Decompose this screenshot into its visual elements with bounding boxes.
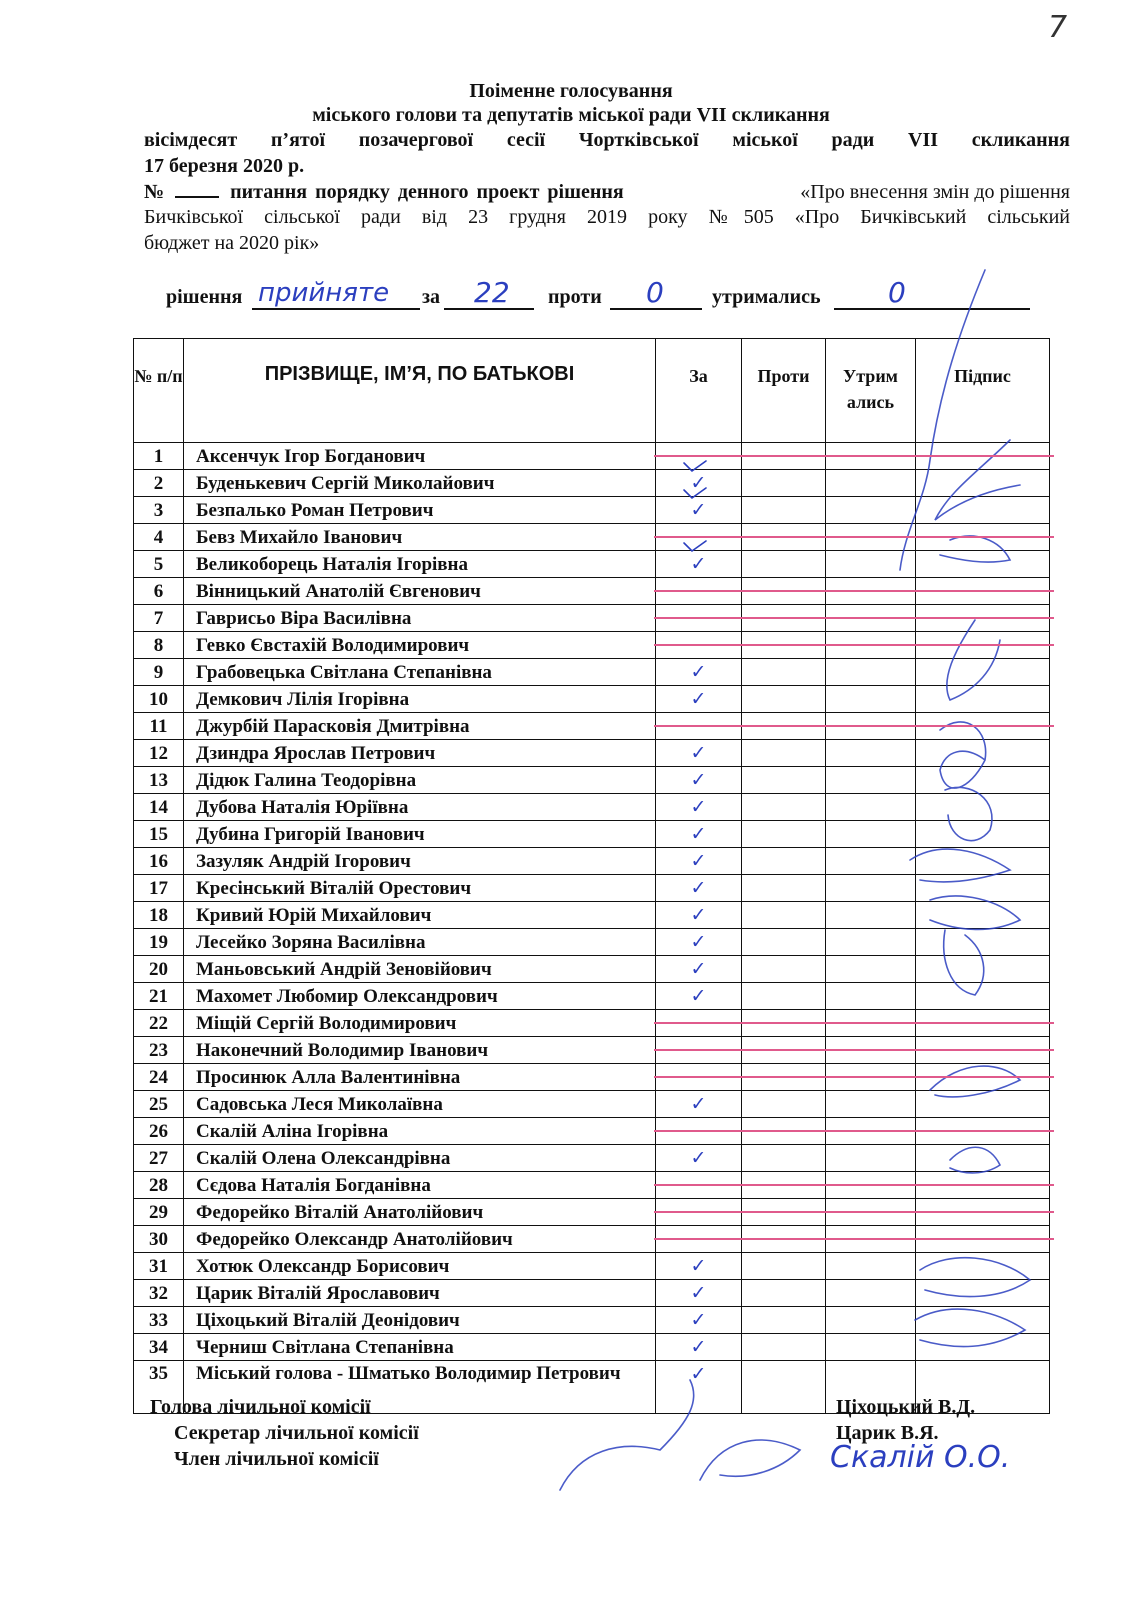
row-name: Хотюк Олександр Борисович — [184, 1253, 656, 1280]
row-signature — [916, 1307, 1050, 1334]
row-number: 3 — [134, 497, 184, 524]
row-name: Великоборець Наталія Ігорівна — [184, 551, 656, 578]
row-vote-against — [742, 659, 826, 686]
document-subtitle: міського голови та депутатів міської ради VII скликання — [312, 104, 830, 126]
row-number: 16 — [134, 848, 184, 875]
row-vote-against — [742, 578, 826, 605]
row-vote-against — [742, 1253, 826, 1280]
row-vote-abstain — [826, 983, 916, 1010]
agenda-number-blank — [175, 182, 219, 198]
row-vote-against — [742, 821, 826, 848]
table-row — [134, 686, 1050, 713]
row-vote-against — [742, 902, 826, 929]
table-row — [134, 1199, 1050, 1226]
row-name: Безпалько Роман Петрович — [184, 497, 656, 524]
row-vote-for: ✓ — [656, 1334, 742, 1361]
table-row — [134, 821, 1050, 848]
row-name: Гаврисьо Віра Василівна — [184, 605, 656, 632]
row-vote-abstain — [826, 1064, 916, 1091]
votes-table — [133, 338, 1050, 1414]
row-signature — [916, 497, 1050, 524]
row-vote-abstain — [826, 767, 916, 794]
page-number-text: 7 — [1048, 10, 1068, 45]
table-row — [134, 875, 1050, 902]
row-vote-abstain — [826, 848, 916, 875]
row-vote-against — [742, 551, 826, 578]
table-row — [134, 1253, 1050, 1280]
agenda-line-3: бюджет на 2020 рік» — [144, 232, 320, 254]
row-vote-against — [742, 1118, 826, 1145]
against-count-value: 0 — [646, 276, 664, 309]
row-number: 30 — [134, 1226, 184, 1253]
row-signature — [916, 821, 1050, 848]
row-vote-for — [656, 1226, 742, 1253]
row-vote-for: ✓ — [656, 1145, 742, 1172]
row-signature — [916, 1172, 1050, 1199]
table-row — [134, 956, 1050, 983]
row-signature — [916, 686, 1050, 713]
row-vote-against — [742, 713, 826, 740]
agenda-number-prefix: № — [144, 181, 165, 203]
row-number: 1 — [134, 443, 184, 470]
decision-result-value: прийняте — [258, 278, 390, 308]
row-name: Скалій Аліна Ігорівна — [184, 1118, 656, 1145]
row-signature — [916, 659, 1050, 686]
row-signature — [916, 740, 1050, 767]
row-vote-for — [656, 713, 742, 740]
row-signature — [916, 929, 1050, 956]
row-vote-against — [742, 956, 826, 983]
row-vote-abstain — [826, 821, 916, 848]
table-row — [134, 443, 1050, 470]
row-name: Кресінський Віталій Орестович — [184, 875, 656, 902]
row-vote-abstain — [826, 956, 916, 983]
row-number: 29 — [134, 1199, 184, 1226]
row-vote-abstain — [826, 443, 916, 470]
row-number: 6 — [134, 578, 184, 605]
table-row — [134, 1145, 1050, 1172]
table-row — [134, 659, 1050, 686]
page-number — [1048, 10, 1088, 50]
table-row — [134, 1118, 1050, 1145]
header-for — [656, 339, 742, 443]
abstain-label: утримались — [712, 286, 821, 308]
table-row — [134, 551, 1050, 578]
row-name: Махомет Любомир Олександрович — [184, 983, 656, 1010]
row-vote-against — [742, 1064, 826, 1091]
row-number: 5 — [134, 551, 184, 578]
row-vote-for — [656, 632, 742, 659]
chair-label: Голова лічильної комісії — [150, 1396, 371, 1418]
row-vote-against — [742, 470, 826, 497]
for-label: за — [422, 286, 441, 308]
row-vote-against — [742, 605, 826, 632]
row-vote-abstain — [826, 686, 916, 713]
row-vote-for: ✓ — [656, 956, 742, 983]
signature-mark — [700, 1440, 800, 1480]
table-row — [134, 1307, 1050, 1334]
row-name: Лесейко Зоряна Василівна — [184, 929, 656, 956]
row-name: Міський голова - Шматько Володимир Петрович — [184, 1361, 656, 1414]
row-signature — [916, 794, 1050, 821]
row-vote-for — [656, 578, 742, 605]
row-signature — [916, 767, 1050, 794]
row-vote-against — [742, 1010, 826, 1037]
row-vote-for — [656, 443, 742, 470]
row-signature — [916, 524, 1050, 551]
row-vote-for: ✓ — [656, 497, 742, 524]
session-date: 17 березня 2020 р. — [144, 155, 305, 177]
row-vote-against — [742, 1199, 826, 1226]
row-vote-against — [742, 524, 826, 551]
row-name: Дубина Григорій Іванович — [184, 821, 656, 848]
row-signature — [916, 1064, 1050, 1091]
table-row — [134, 794, 1050, 821]
abstain-count-field — [834, 276, 1030, 310]
row-vote-against — [742, 1280, 826, 1307]
row-vote-abstain — [826, 1118, 916, 1145]
row-vote-for: ✓ — [656, 1307, 742, 1334]
row-name: Скалій Олена Олександрівна — [184, 1145, 656, 1172]
row-vote-abstain — [826, 1010, 916, 1037]
row-vote-for: ✓ — [656, 686, 742, 713]
row-number: 31 — [134, 1253, 184, 1280]
row-name: Міщій Сергій Володимирович — [184, 1010, 656, 1037]
decision-result-field — [252, 278, 420, 310]
table-row — [134, 524, 1050, 551]
row-vote-against — [742, 1361, 826, 1414]
for-count-value: 22 — [474, 276, 510, 309]
row-vote-abstain — [826, 578, 916, 605]
row-vote-for: ✓ — [656, 659, 742, 686]
row-signature — [916, 1226, 1050, 1253]
agenda-line-1 — [144, 181, 1070, 207]
row-vote-for: ✓ — [656, 1361, 742, 1414]
row-vote-against — [742, 875, 826, 902]
row-vote-abstain — [826, 713, 916, 740]
row-name: Федорейко Віталій Анатолійович — [184, 1199, 656, 1226]
row-number: 22 — [134, 1010, 184, 1037]
secretary-name: Царик В.Я. — [836, 1422, 939, 1444]
row-vote-for: ✓ — [656, 470, 742, 497]
header-name-text: ПРІЗВИЩЕ, ІМ’Я, ПО БАТЬКОВІ — [264, 363, 575, 385]
row-vote-abstain — [826, 1199, 916, 1226]
row-vote-for: ✓ — [656, 902, 742, 929]
member-handwritten-name: Скалій О.О. — [830, 1440, 1011, 1475]
row-vote-against — [742, 929, 826, 956]
row-vote-for: ✓ — [656, 848, 742, 875]
row-signature — [916, 956, 1050, 983]
header-name — [184, 339, 656, 443]
row-vote-against — [742, 686, 826, 713]
row-signature — [916, 902, 1050, 929]
header-abstain — [826, 339, 916, 443]
row-vote-abstain — [826, 1226, 916, 1253]
row-vote-abstain — [826, 1172, 916, 1199]
row-name: Бевз Михайло Іванович — [184, 524, 656, 551]
row-number: 33 — [134, 1307, 184, 1334]
row-name: Черниш Світлана Степанівна — [184, 1334, 656, 1361]
row-vote-for: ✓ — [656, 929, 742, 956]
header-num — [134, 339, 184, 443]
row-vote-abstain — [826, 929, 916, 956]
table-row — [134, 1172, 1050, 1199]
row-signature — [916, 875, 1050, 902]
row-vote-abstain — [826, 524, 916, 551]
row-signature — [916, 713, 1050, 740]
row-vote-for — [656, 1037, 742, 1064]
table-row — [134, 848, 1050, 875]
row-vote-against — [742, 1091, 826, 1118]
row-name: Демкович Лілія Ігорівна — [184, 686, 656, 713]
row-vote-for: ✓ — [656, 983, 742, 1010]
row-number: 17 — [134, 875, 184, 902]
row-vote-against — [742, 848, 826, 875]
row-vote-for — [656, 1172, 742, 1199]
agenda-bold-text: питання порядку денного проект рішення — [230, 181, 624, 203]
row-name: Буденькевич Сергій Миколайович — [184, 470, 656, 497]
against-label: проти — [548, 286, 602, 308]
row-vote-abstain — [826, 740, 916, 767]
row-name: Дубова Наталія Юріївна — [184, 794, 656, 821]
row-vote-abstain — [826, 1280, 916, 1307]
row-vote-for — [656, 1199, 742, 1226]
row-number: 12 — [134, 740, 184, 767]
table-row — [134, 713, 1050, 740]
row-vote-against — [742, 632, 826, 659]
row-vote-abstain — [826, 902, 916, 929]
row-vote-for — [656, 605, 742, 632]
row-number: 34 — [134, 1334, 184, 1361]
member-label: Член лічильної комісії — [174, 1448, 379, 1470]
row-vote-for: ✓ — [656, 875, 742, 902]
row-vote-abstain — [826, 470, 916, 497]
row-name: Джурбій Парасковія Дмитрівна — [184, 713, 656, 740]
row-vote-abstain — [826, 1253, 916, 1280]
against-count-field — [610, 276, 702, 310]
row-signature — [916, 1253, 1050, 1280]
header-against-text: Проти — [757, 366, 810, 386]
header-for-text: За — [689, 366, 708, 386]
row-vote-for: ✓ — [656, 1091, 742, 1118]
row-name: Царик Віталій Ярославович — [184, 1280, 656, 1307]
row-number: 26 — [134, 1118, 184, 1145]
row-name: Сєдова Наталія Богданівна — [184, 1172, 656, 1199]
table-row — [134, 902, 1050, 929]
row-vote-against — [742, 1145, 826, 1172]
header-num-text: № п/п — [134, 366, 183, 386]
row-signature — [916, 848, 1050, 875]
row-vote-abstain — [826, 1334, 916, 1361]
header-signature — [916, 339, 1050, 443]
table-row — [134, 1091, 1050, 1118]
row-name: Маньовський Андрій Зеновійович — [184, 956, 656, 983]
row-vote-abstain — [826, 1307, 916, 1334]
table-row — [134, 632, 1050, 659]
row-name: Просинюк Алла Валентинівна — [184, 1064, 656, 1091]
row-name: Ціхоцький Віталій Деонідович — [184, 1307, 656, 1334]
table-row — [134, 983, 1050, 1010]
row-vote-for: ✓ — [656, 551, 742, 578]
header-signature-text: Підпис — [954, 366, 1011, 386]
row-name: Федорейко Олександр Анатолійович — [184, 1226, 656, 1253]
row-vote-against — [742, 1172, 826, 1199]
document-title: Поіменне голосування — [469, 80, 673, 102]
row-vote-abstain — [826, 794, 916, 821]
row-signature — [916, 470, 1050, 497]
table-row — [134, 1010, 1050, 1037]
decision-label: рішення — [166, 286, 243, 308]
row-vote-against — [742, 767, 826, 794]
row-signature — [916, 1010, 1050, 1037]
row-vote-for: ✓ — [656, 794, 742, 821]
row-vote-against — [742, 443, 826, 470]
row-number: 23 — [134, 1037, 184, 1064]
row-number: 27 — [134, 1145, 184, 1172]
table-row — [134, 605, 1050, 632]
row-signature — [916, 443, 1050, 470]
row-number: 4 — [134, 524, 184, 551]
row-number: 7 — [134, 605, 184, 632]
row-vote-for — [656, 1118, 742, 1145]
row-number: 8 — [134, 632, 184, 659]
row-name: Дзиндра Ярослав Петрович — [184, 740, 656, 767]
row-number: 2 — [134, 470, 184, 497]
row-vote-against — [742, 1226, 826, 1253]
abstain-count-value: 0 — [888, 276, 906, 309]
table-row — [134, 1280, 1050, 1307]
table-row — [134, 1064, 1050, 1091]
row-number: 28 — [134, 1172, 184, 1199]
row-vote-against — [742, 1334, 826, 1361]
table-row — [134, 497, 1050, 524]
row-vote-for: ✓ — [656, 740, 742, 767]
row-number: 14 — [134, 794, 184, 821]
row-name: Дідюк Галина Теодорівна — [184, 767, 656, 794]
row-vote-against — [742, 794, 826, 821]
row-vote-abstain — [826, 1037, 916, 1064]
row-signature — [916, 1118, 1050, 1145]
row-name: Садовська Леся Миколаївна — [184, 1091, 656, 1118]
row-signature — [916, 1091, 1050, 1118]
row-signature — [916, 578, 1050, 605]
row-number: 18 — [134, 902, 184, 929]
agenda-title-start: «Про внесення змін до рішення — [800, 181, 1070, 203]
for-count-field — [444, 276, 534, 310]
row-signature — [916, 983, 1050, 1010]
agenda-line-2: Бичківської сільської ради від 23 грудня 2019 року №505 «Про Бичківський сільський — [144, 206, 1070, 228]
row-vote-abstain — [826, 605, 916, 632]
table-row — [134, 929, 1050, 956]
row-vote-for — [656, 524, 742, 551]
session-line: вісімдесят п’ятої позачергової сесії Чортківської міської ради VII скликання — [144, 129, 1070, 151]
header-abstain-text: Утримались — [843, 366, 898, 412]
row-number: 25 — [134, 1091, 184, 1118]
row-name: Аксенчук Ігор Богданович — [184, 443, 656, 470]
row-vote-against — [742, 497, 826, 524]
row-number: 32 — [134, 1280, 184, 1307]
decision-line — [166, 276, 1066, 318]
row-vote-abstain — [826, 1145, 916, 1172]
row-vote-against — [742, 1307, 826, 1334]
row-number: 21 — [134, 983, 184, 1010]
row-signature — [916, 1280, 1050, 1307]
row-name: Кривий Юрій Михайлович — [184, 902, 656, 929]
row-name: Вінницький Анатолій Євгенович — [184, 578, 656, 605]
row-vote-abstain — [826, 1091, 916, 1118]
row-signature — [916, 605, 1050, 632]
row-vote-for: ✓ — [656, 767, 742, 794]
row-signature — [916, 1199, 1050, 1226]
row-vote-abstain — [826, 875, 916, 902]
row-name: Гевко Євстахій Володимирович — [184, 632, 656, 659]
row-vote-for — [656, 1064, 742, 1091]
header-against — [742, 339, 826, 443]
table-header-row — [134, 339, 1050, 443]
row-number: 19 — [134, 929, 184, 956]
row-vote-abstain — [826, 497, 916, 524]
chair-name: Ціхоцький В.Д. — [836, 1396, 976, 1418]
row-vote-for: ✓ — [656, 1253, 742, 1280]
row-vote-against — [742, 983, 826, 1010]
row-number: 20 — [134, 956, 184, 983]
row-number: 9 — [134, 659, 184, 686]
table-row — [134, 767, 1050, 794]
table-row — [134, 578, 1050, 605]
row-name: Зазуляк Андрій Ігорович — [184, 848, 656, 875]
table-row — [134, 740, 1050, 767]
row-signature — [916, 1037, 1050, 1064]
row-signature — [916, 551, 1050, 578]
row-vote-for: ✓ — [656, 1280, 742, 1307]
secretary-label: Секретар лічильної комісії — [174, 1422, 419, 1444]
row-signature — [916, 1334, 1050, 1361]
row-number: 35 — [134, 1361, 184, 1414]
table-row — [134, 1226, 1050, 1253]
row-vote-against — [742, 1037, 826, 1064]
row-vote-against — [742, 740, 826, 767]
table-row — [134, 470, 1050, 497]
row-vote-for: ✓ — [656, 821, 742, 848]
row-number: 15 — [134, 821, 184, 848]
table-row — [134, 1037, 1050, 1064]
row-name: Наконечний Володимир Іванович — [184, 1037, 656, 1064]
row-signature — [916, 632, 1050, 659]
row-vote-abstain — [826, 551, 916, 578]
row-number: 11 — [134, 713, 184, 740]
row-vote-for — [656, 1010, 742, 1037]
row-vote-abstain — [826, 659, 916, 686]
row-name: Грабовецька Світлана Степанівна — [184, 659, 656, 686]
row-vote-abstain — [826, 632, 916, 659]
row-number: 13 — [134, 767, 184, 794]
row-number: 10 — [134, 686, 184, 713]
row-signature — [916, 1145, 1050, 1172]
row-number: 24 — [134, 1064, 184, 1091]
table-row — [134, 1334, 1050, 1361]
